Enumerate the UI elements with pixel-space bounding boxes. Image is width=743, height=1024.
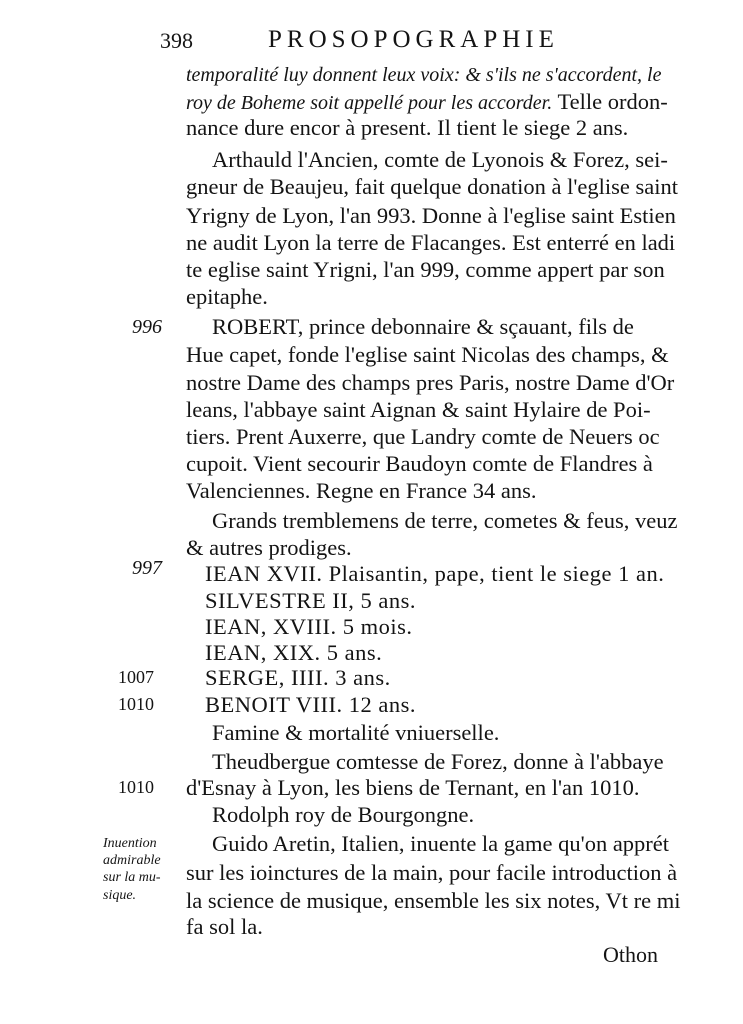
text-line: Hue capet, fonde l'eglise saint Nicolas des champs, & <box>186 342 669 367</box>
text-line: Guido Aretin, Italien, inuente la game qu'on apprét <box>212 831 670 856</box>
margin-year: 996 <box>132 316 162 338</box>
text-line: leans, l'abbaye saint Aignan & saint Hylaire de Poi- <box>186 397 651 422</box>
text-line: nance dure encor à present. Il tient le siege 2 ans. <box>186 115 629 140</box>
margin-year: 1010 <box>118 777 154 797</box>
text-line: fa sol la. <box>186 914 263 939</box>
text-line: d'Esnay à Lyon, les biens de Ternant, en l'an 1010. <box>186 775 640 800</box>
text-line: SILVESTRE II, 5 ans. <box>205 588 417 613</box>
page-number: 398 <box>160 28 193 53</box>
catchword: Othon <box>603 942 658 967</box>
margin-year: 1007 <box>118 667 154 687</box>
text-line: SERGE, IIII. 3 ans. <box>205 665 391 690</box>
text-line: Famine & mortalité vniuerselle. <box>212 720 500 745</box>
text-line: IEAN, XIX. 5 ans. <box>205 640 383 665</box>
text-line: te eglise saint Yrigni, l'an 999, comme appert par son <box>186 257 665 282</box>
text-line: temporalité luy donnent leux voix: & s'ils ne s'accordent, le <box>186 64 662 86</box>
text-line: Valenciennes. Regne en France 34 ans. <box>186 478 537 503</box>
text-line: BENOIT VIII. 12 ans. <box>205 692 417 717</box>
text-line: Arthauld l'Ancien, comte de Lyonois & Forez, sei- <box>212 147 668 172</box>
text-line: sur les ioinctures de la main, pour facile introduction à <box>186 860 678 885</box>
text-line: gneur de Beaujeu, fait quelque donation à l'eglise saint <box>186 174 679 199</box>
text-line: ROBERT, prince debonnaire & sçauant, fils de <box>212 314 634 339</box>
text-line: cupoit. Vient secourir Baudoyn comte de Flandres à <box>186 451 653 476</box>
text-line: Yrigny de Lyon, l'an 993. Donne à l'eglise saint Estien <box>186 203 676 228</box>
margin-note-line: sur la mu- <box>103 870 161 885</box>
text-line: IEAN, XVIII. 5 mois. <box>205 614 413 639</box>
text-line: Grands tremblemens de terre, cometes & feus, veuz <box>212 508 678 533</box>
margin-note-line: admirable <box>103 853 161 868</box>
running-title: PROSOPOGRAPHIE <box>268 26 559 53</box>
text-line: Rodolph roy de Bourgongne. <box>212 802 475 827</box>
text-line: & autres prodiges. <box>186 535 352 560</box>
text-line: Theudbergue comtesse de Forez, donne à l'abbaye <box>212 749 664 774</box>
margin-note-line: Inuention <box>103 836 157 851</box>
text-line: IEAN XVII. Plaisantin, pape, tient le siege 1 an. <box>205 561 665 586</box>
margin-note-line: sique. <box>103 888 137 903</box>
text-line: nostre Dame des champs pres Paris, nostre Dame d'Or <box>186 370 675 395</box>
margin-year: 997 <box>132 557 162 579</box>
text-line: epitaphe. <box>186 284 268 309</box>
text-line: roy de Boheme soit appellé pour les accorder. Telle ordon- <box>186 89 668 114</box>
text-line: ne audit Lyon la terre de Flacanges. Est enterré en ladi <box>186 230 676 255</box>
text-line: tiers. Prent Auxerre, que Landry comte de Neuers oc <box>186 424 660 449</box>
text-line: la science de musique, ensemble les six notes, Vt re mi <box>186 888 681 913</box>
margin-year: 1010 <box>118 694 154 714</box>
